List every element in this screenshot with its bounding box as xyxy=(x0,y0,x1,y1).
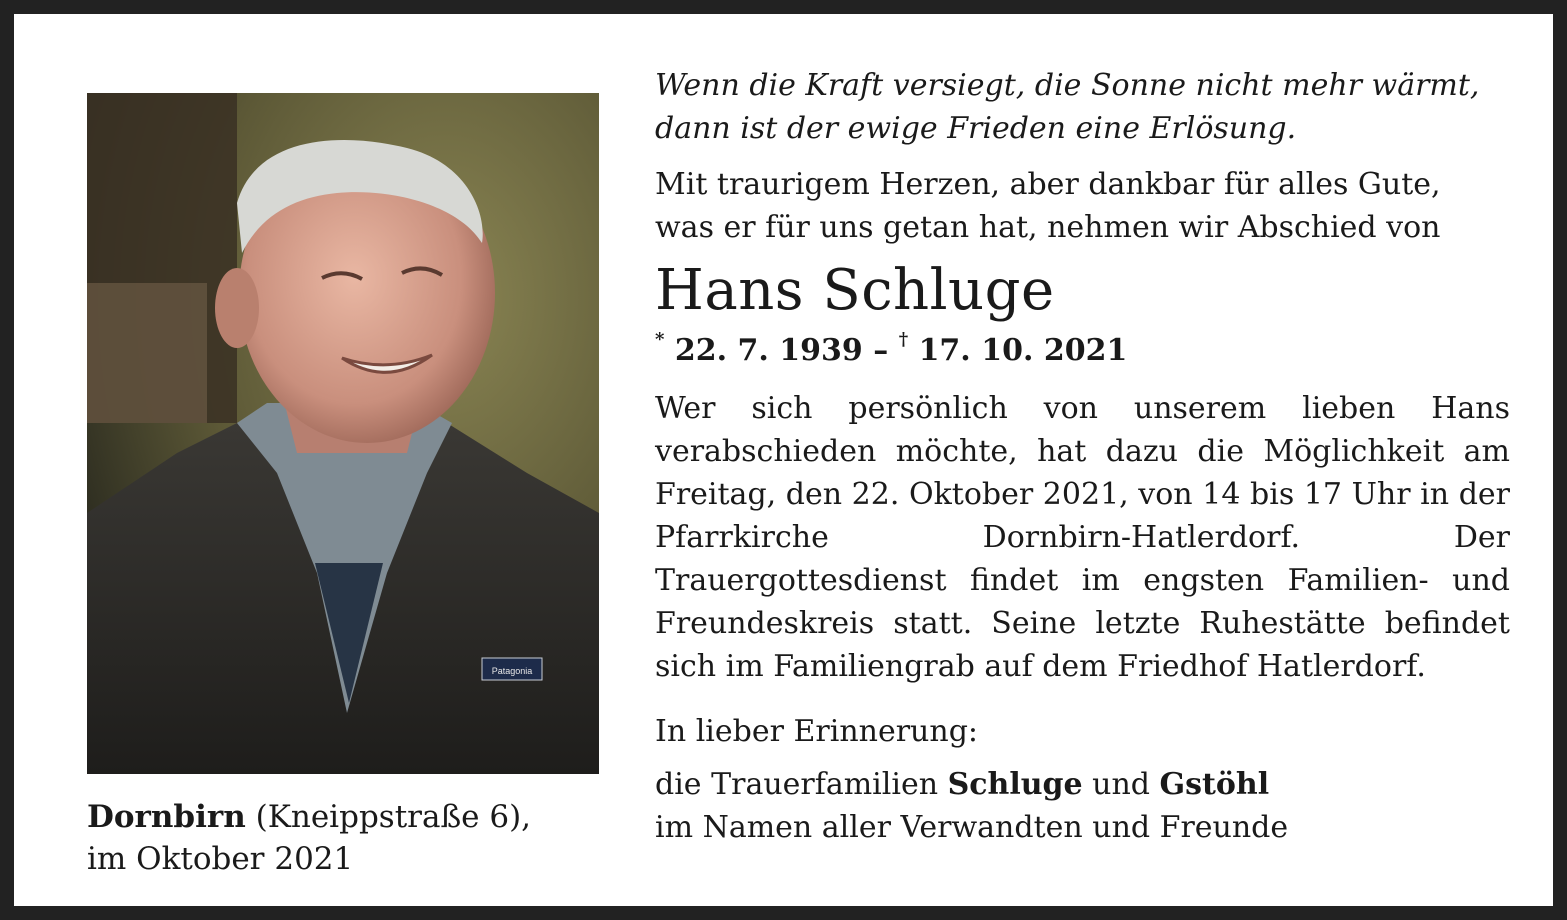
caption-address: (Kneippstraße 6), xyxy=(245,799,532,835)
families-line-2: im Namen aller Verwandten und Freunde xyxy=(655,810,1289,845)
life-dates xyxy=(655,324,1510,371)
date-separator: – xyxy=(873,333,889,368)
funeral-details: Wer sich persönlich von unserem lieben Hans verabschieden möchte, hat dazu die Möglichkeit am Freitag, den 22. Oktober 2021, von 14 bis 17 Uhr in der Pfarrkirche Dornbirn-Hatlerdorf. Der Trauergottesdienst findet im engsten Familien- und Freundeskreis statt. Seine letzte Ruhestätte befindet sich im Familiengrab auf dem Friedhof Hatlerdorf. xyxy=(655,391,1510,684)
caption-line-1 xyxy=(87,796,627,838)
memory-heading: In lieber Erinnerung: xyxy=(655,714,979,749)
caption-date: im Oktober 2021 xyxy=(87,841,354,877)
portrait-photo xyxy=(87,93,599,774)
quote-line-1: Wenn die Kraft versiegt, die Sonne nicht mehr wärmt, xyxy=(655,68,1480,103)
obituary-text-column xyxy=(655,64,1510,849)
family-name-1: Schluge xyxy=(947,767,1083,802)
jacket-logo-text: Patagonia xyxy=(491,666,533,676)
intro-text xyxy=(655,163,1510,249)
quote-line-2: dann ist der ewige Frieden eine Erlösung. xyxy=(655,111,1297,146)
memorial-quote xyxy=(655,64,1510,150)
family-name-2: Gstöhl xyxy=(1159,767,1270,802)
intro-line-2: was er für uns getan hat, nehmen wir Abschied von xyxy=(655,210,1441,245)
photo-caption xyxy=(87,796,627,880)
birth-date: 22. 7. 1939 xyxy=(674,333,863,368)
families-prefix: die Trauerfamilien xyxy=(655,767,948,802)
deceased-name: Hans Schluge xyxy=(655,258,1055,323)
death-date: 17. 10. 2021 xyxy=(918,333,1128,368)
families-conjunction: und xyxy=(1082,767,1160,802)
mourning-families xyxy=(655,763,1510,849)
intro-line-1: Mit traurigem Herzen, aber dankbar für alles Gute, xyxy=(655,167,1441,202)
caption-city: Dornbirn xyxy=(87,799,246,835)
birth-symbol: * xyxy=(655,329,665,350)
death-symbol: † xyxy=(898,329,909,350)
